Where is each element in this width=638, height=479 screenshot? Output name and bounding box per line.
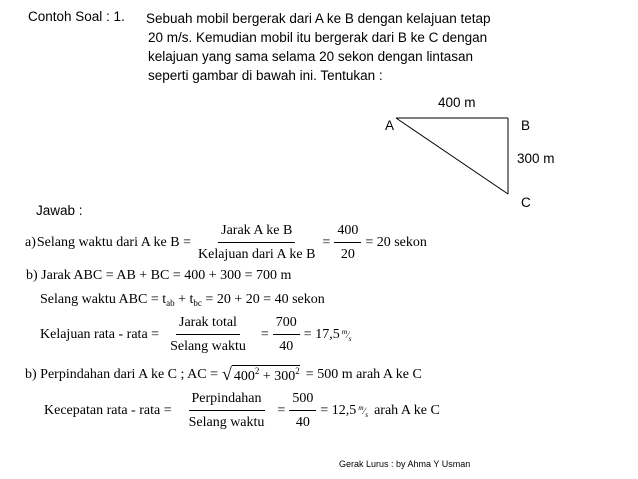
part-b-time-mid: + t	[174, 292, 194, 307]
root-plus: +	[259, 368, 275, 384]
part-b-unit-bottom: s	[348, 333, 352, 343]
part-b-sub-ab: ab	[166, 298, 175, 308]
problem-line-1: Sebuah mobil bergerak dari A ke B dengan kelajuan tetap	[146, 11, 491, 26]
part-c-average-velocity	[44, 390, 440, 432]
part-b-unit-sep: ⁄	[347, 330, 349, 341]
part-b-result: = 17,5	[303, 327, 340, 342]
part-a-numerator: Jarak A ke B	[218, 222, 295, 243]
part-b-unit	[342, 327, 352, 343]
part-a-fraction-formula	[195, 222, 318, 264]
problem-line-4: seperti gambar di bawah ini. Tentukan :	[148, 68, 383, 83]
footer-credit: Gerak Lurus : by Ahma Y Usman	[339, 459, 471, 469]
point-c-label: C	[521, 195, 531, 210]
root-a-exp: 2	[254, 365, 260, 376]
part-b-unit-top: m	[341, 327, 348, 337]
part-b-sub-bc: bc	[193, 298, 202, 308]
part-b-speed-lhs: Kelajuan rata - rata =	[40, 327, 160, 342]
part-b-time-lhs: Selang waktu ABC = t	[40, 292, 167, 307]
trajectory-diagram	[390, 112, 520, 198]
point-a-label: A	[385, 118, 395, 133]
root-a: 400	[233, 368, 255, 384]
part-c-unit	[358, 403, 368, 419]
part-b-numerator: Jarak total	[176, 314, 240, 335]
sqrt-symbol: √	[222, 364, 232, 384]
part-c-numerator: Perpindahan	[189, 390, 265, 411]
part-b-numerator-value: 700	[273, 314, 300, 335]
part-a-lhs: Selang waktu dari A ke B =	[36, 235, 191, 250]
part-a-denominator: Kelajuan dari A ke B	[198, 247, 316, 262]
part-c-fraction-formula	[186, 390, 268, 432]
part-c-fraction-values	[289, 390, 316, 432]
part-b-denominator: Selang waktu	[170, 339, 246, 354]
part-b-fraction-formula	[167, 314, 249, 356]
part-c-tail: arah A ke C	[374, 403, 440, 418]
part-a-fraction-values	[334, 222, 361, 264]
part-c-unit-top: m	[358, 403, 364, 413]
root-b: 300	[274, 368, 296, 384]
part-c-velocity-lhs: Kecepatan rata - rata =	[44, 403, 172, 418]
distance-ab-label: 400 m	[438, 95, 476, 110]
answer-part-a	[25, 222, 427, 264]
part-c-denominator: Selang waktu	[188, 415, 265, 430]
part-b-time-rhs: = 20 + 20 = 40 sekon	[201, 292, 325, 307]
part-c-unit-sep: ⁄	[363, 406, 366, 417]
answer-title: Jawab :	[36, 203, 83, 218]
part-c-rhs: = 500 m arah A ke C	[305, 366, 422, 382]
part-c-equals: =	[277, 403, 286, 418]
problem-line-3: kelajuan yang sama selama 20 sekon dengan lintasan	[148, 49, 473, 64]
point-b-label: B	[521, 118, 531, 133]
part-c-lhs: b) Perpindahan dari A ke C ; AC =	[25, 366, 218, 382]
part-c-result: = 12,5	[320, 403, 357, 418]
problem-label: Contoh Soal : 1.	[28, 9, 125, 24]
part-c-denominator-value: 40	[295, 415, 310, 430]
part-b-denominator-value: 40	[279, 339, 294, 354]
problem-line-2: 20 m/s. Kemudian mobil itu bergerak dari B ke C dengan	[148, 30, 488, 45]
part-b-average-speed	[40, 314, 352, 356]
part-a-numerator-value: 400	[334, 222, 361, 243]
part-a-prefix: a)	[25, 235, 36, 250]
problem-text	[148, 9, 561, 85]
part-b-equals: =	[260, 327, 269, 342]
part-c-numerator-value: 500	[289, 390, 316, 411]
part-a-result: = 20 sekon	[365, 235, 427, 250]
part-b-distance: b) Jarak ABC = AB + BC = 400 + 300 = 700 m	[26, 268, 292, 283]
part-a-denominator-value: 20	[340, 247, 355, 262]
segment-ac	[396, 118, 508, 194]
part-b-time	[40, 292, 325, 308]
part-c-unit-bottom: s	[365, 409, 369, 419]
part-a-equals: =	[322, 235, 331, 250]
sqrt-radicand	[232, 365, 300, 385]
root-b-exp: 2	[295, 365, 300, 376]
part-b-fraction-values	[273, 314, 300, 356]
part-c-displacement	[25, 364, 422, 385]
distance-bc-label: 300 m	[517, 151, 555, 166]
